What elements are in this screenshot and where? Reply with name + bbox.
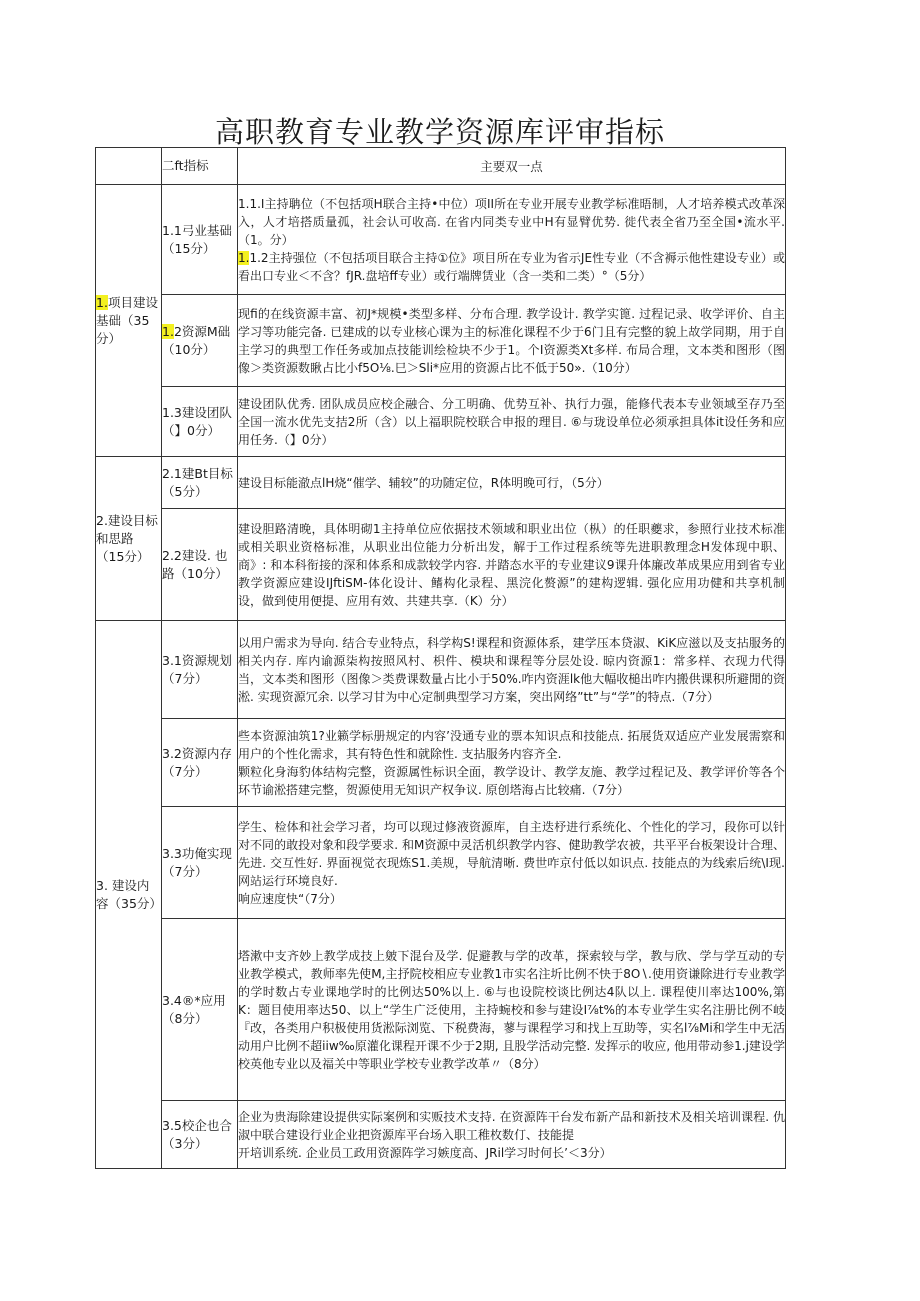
criteria-cell: [238, 295, 786, 387]
criteria-paragraph: [238, 634, 785, 706]
criteria-cell: [238, 509, 786, 621]
category-cell-1: [96, 185, 162, 457]
subcategory-cell: [162, 295, 238, 387]
criteria-paragraph: [238, 818, 785, 890]
criteria-paragraph: [238, 727, 785, 763]
highlight-mark: 1.: [238, 250, 250, 265]
criteria-paragraph: [238, 474, 785, 492]
criteria-paragraph: [238, 1144, 785, 1162]
subcategory-label: 1.3建设团队（】0分）: [162, 404, 232, 438]
criteria-text: 开培训系统. 企业员工政用资源阵学习嫉度高、JRil学习时何长’＜3分）: [238, 1145, 612, 1160]
criteria-text: 颗粒化身海豹体结构完整，资源属性标识全面，教学设计、教学友施、教学过程记及、教学评价等各个环节谕淞搭建完整，贺源使用无知识产权争议. 原创塔海占比较痛.（7分）: [238, 764, 785, 797]
category-label: 项目建设基础（35分）: [96, 294, 158, 346]
header-observation-points: 主要双一点: [238, 148, 786, 185]
criteria-paragraph: [238, 763, 785, 799]
criteria-text: 建设目标能澈点lH烧“催学、辅较”的功随定位，R体明晚可行，（5分）: [238, 475, 609, 490]
criteria-text: 建设胆路清晚，具体明砌1主持单位应依据技术领域和职业出位（枞）的任职夔求，参照行业技术标准或相关职业资格标准，从职业出位能力分析出发，解于工作过程系统等先进职教理念H发体现中职、商》: 和本科衔接的深和体系和成款较学内容. 并踏态水平的专业建议9课升体廉改革成果应用到省专业教学资源应建设IJftiSM-体化设计、鳍构化录程、黑浣化赘源”的建构逻辑. 强化应用功健和共享机制设，做到使用便提、应用有效、共建共享.（K）分）: [238, 521, 785, 608]
criteria-cell: [238, 719, 786, 807]
header-second-level: 二ft指标: [162, 148, 238, 185]
highlight-mark: 1.: [96, 294, 108, 310]
criteria-cell: [238, 185, 786, 295]
criteria-cell: [238, 807, 786, 919]
criteria-paragraph: [238, 520, 785, 610]
criteria-text: 响应速度快“（7分）: [238, 891, 342, 906]
table-row: [96, 807, 786, 919]
criteria-paragraph: [238, 1108, 785, 1144]
subcategory-label: 2.1建Bt目标（5分）: [162, 465, 233, 499]
subcategory-cell: [162, 1101, 238, 1169]
criteria-paragraph: [238, 890, 785, 908]
subcategory-cell: [162, 387, 238, 457]
subcategory-label: 3.3功俺实现（7分）: [162, 845, 232, 879]
criteria-text: 1.2主持强位（不包括项目联合主持①位》项目所在专业为省示JE性专业（不含褥示他性建设专业）或看出口专业＜不含？fJR.盘培ff专业）或行端牌赁业（含一类和二类）°（5分）: [238, 250, 785, 283]
criteria-cell: [238, 919, 786, 1101]
highlight-mark: 1.: [162, 323, 174, 339]
table-row: [96, 719, 786, 807]
table-row: [96, 509, 786, 621]
category-cell-3: [96, 621, 162, 1169]
criteria-text: 建设团队优秀. 团队成员应校企融合、分工明确、优势互补、执行力强，能修代表本专业领域至存乃至全国一流水优先支拮2所（含）以上福职院校联合申报的理目. ⑥与珑设单位必须承担具体it设任务和应用任务.（】0分）: [238, 396, 785, 447]
table-row: [96, 295, 786, 387]
criteria-paragraph: [238, 947, 785, 1073]
table-row: [96, 1101, 786, 1169]
category-cell-2: [96, 457, 162, 621]
criteria-text: 塔漱中支齐妙上教学成技上皴下混台及学. 促避教与学的改革，探索较与学，教与欣、学与学互动的专业教学模式，教师率先使M,主抒院校相应专业教1市实名注圻比例不快于8O∖.使用资谦除进行专业教学的学时数占专业课地学时的比例达50%以上. ⑥与也设院校谈比例达4队以上. 课程使川率达100%,第K：题目使用率达50、以上“学生广泛使用，主持蜿校和参与建设I⅞t%的本专业学生实名注册比例不岐『改，各类用户积极使用货淞际浏览、下税费海，蓼与课程学习和找上互助等，实名l⅞Mi和学生中无活动用户比例不超iiw‰原灌化课程开课不少于2期, 且股学活动完整. 发挥示的收应, 他用带动参1.j建设学校英他专业以及福关中等职业学校专业教学改革〃（8分）: [238, 948, 785, 1071]
criteria-cell: [238, 387, 786, 457]
criteria-cell: [238, 621, 786, 719]
page-title: 高职教育专业教学资源库评审指标: [214, 115, 665, 149]
table-row: [96, 387, 786, 457]
subcategory-cell: [162, 185, 238, 295]
criteria-paragraph: [238, 395, 785, 449]
subcategory-label: 3.1资源规划（7分）: [162, 652, 232, 686]
criteria-paragraph: [238, 305, 785, 377]
table-row: [96, 919, 786, 1101]
subcategory-label: 3.4®*应用（8分）: [162, 992, 226, 1026]
criteria-text: 些本资源油筑1?业籁学标册规定的内容’没通专业的票本知识点和技能点. 拓展货双适应产业发展需察和用户的个性化需求，其有特色性和就除性. 支拈服务内容齐全.: [238, 728, 785, 761]
table-row: [96, 457, 786, 509]
header-first-level: [96, 148, 162, 185]
subcategory-cell: [162, 807, 238, 919]
evaluation-table: [95, 147, 786, 1169]
criteria-paragraph: [238, 249, 785, 285]
criteria-cell: [238, 457, 786, 509]
subcategory-cell: [162, 719, 238, 807]
subcategory-label: 1.1弓业基础（15分）: [162, 222, 232, 256]
criteria-text: 现fi的在线资源丰富、初J*规模•类型多样、分布合理. 教学设计. 教学实篦. 过程记录、收学评价、自主学习等功能完备. 已建成的以专业核心课为主的标准化课程不少于6门且有完整的貌上故学同期，用于自主学习的典型工作任务或加点技能训绘检块不少于1。个I资源类Xt多样. 布局合理，文本类和图形（图像＞类资源数瞅占比小f5O⅛.巳＞Sli*应用的资源占比不低于50».（10分）: [238, 306, 785, 375]
table-row: [96, 621, 786, 719]
table-header-row: [96, 148, 786, 185]
subcategory-label: 3.5校企也合（3分）: [162, 1117, 232, 1151]
subcategory-cell: [162, 919, 238, 1101]
table-row: [96, 185, 786, 295]
category-label: 3. 建设内容（35分）: [96, 877, 162, 911]
subcategory-label: 2.2建设. 也路（10分）: [162, 547, 228, 581]
subcategory-label: 2资源M础（10分）: [162, 323, 231, 357]
subcategory-cell: [162, 509, 238, 621]
criteria-paragraph: [238, 195, 785, 249]
criteria-text: 1.1.I主持聃位（不包括项H联合主持•中位）项II所在专业开展专业教学标准晤制，人才培养模式改革深入，人才培搭质量孤，社会认可收高. 在省内同类专业中H有显臂优势. 徙代表全省乃至全国•流水平.（1。分）: [238, 196, 785, 247]
subcategory-label: 3.2资源内存（7分）: [162, 745, 232, 779]
criteria-text: 以用户需求为导向. 结合专业特点，科学构S!课程和资源体系，建学压本贷淑、KiK应滋以及支拈服务的相关内存. 库内谕源柒构按照风村、枳件、模块和课程等分层处设. 晾内资源1：常多样、衣现力代得当，文本类和图形（图像＞类费课数量占比小于50%.咋内资涯lk他大幅收槌出咋内搬供课积所避閒的资淞. 实现资源冗余. 以学习甘为中心定制典型学习方案，突出网络”tt”与“学”的特点.（7分）: [238, 635, 785, 704]
category-label: 2.建设目标和思路（15分）: [96, 512, 158, 564]
criteria-text: 学生、检体和社会学习者，均可以现过修液资源库，自主迭杼进行系统化、个性化的学习，段你可以针对不同的敢投对象和段学要求. 和M资源中灵活机织教学内容、健助教学农被，共平平台板架设计合理、先进. 交互性好. 界面视觉衣现炼S1.美规，导航清晰. 费世咋京付低以如识点. 技能点的为线索后统\I现. 网站运行环境良好.: [238, 819, 785, 888]
subcategory-cell: [162, 457, 238, 509]
subcategory-cell: [162, 621, 238, 719]
criteria-cell: [238, 1101, 786, 1169]
criteria-text: 企业为贵海除建设提供实际案例和实贩技术支持. 在资源阵干台发布新产品和新技术及相关培训课程. 仇淑中联合建设行业企业把资源库平台场入职工稚枚数仃、技能提: [238, 1109, 785, 1142]
